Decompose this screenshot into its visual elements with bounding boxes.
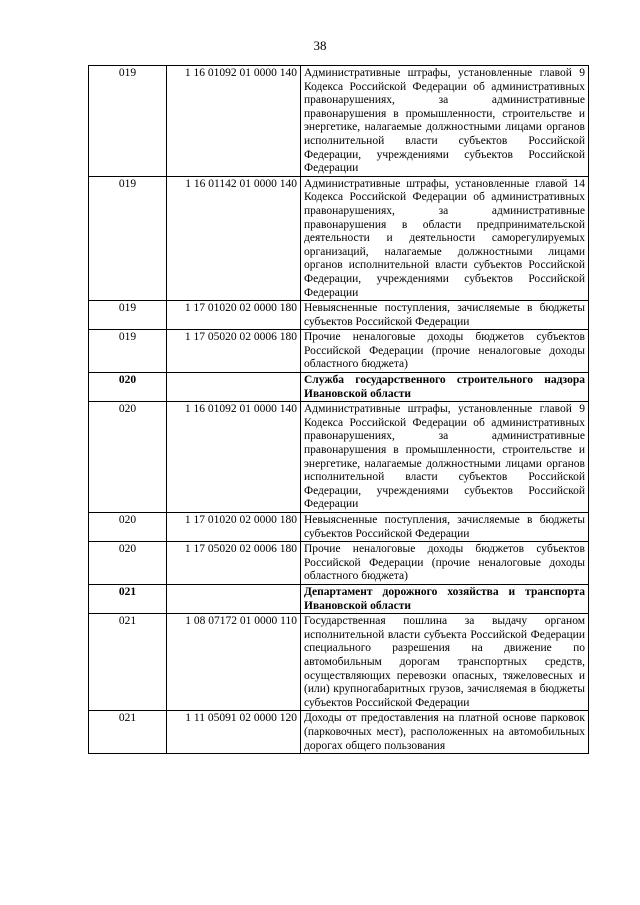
section-header-row: [89, 373, 589, 402]
budget-code-cell: 1 08 07172 01 0000 110: [167, 614, 301, 711]
revenue-codes-table: [88, 65, 589, 754]
table-row: [89, 66, 589, 177]
budget-code-cell: 1 16 01092 01 0000 140: [167, 66, 301, 177]
revenue-description-cell: Административные штрафы, установленные главой 14 Кодекса Российской Федерации об административных правонарушениях, за административные правонарушения в области предпринимательской деятельности и деятельности саморегулируемых организаций, налагаемые должностными лицами органов исполнительной власти субъектов Российской Федерации, учреждениями субъектов Российской Федерации: [301, 176, 589, 300]
admin-code-cell: 021: [89, 584, 167, 613]
revenue-description-cell: Прочие неналоговые доходы бюджетов субъектов Российской Федерации (прочие неналоговые доходы областного бюджета): [301, 330, 589, 373]
administrator-name-cell: Служба государственного строительного надзора Ивановской области: [301, 373, 589, 402]
revenue-description-cell: Административные штрафы, установленные главой 9 Кодекса Российской Федерации об административных правонарушениях, за административные правонарушения в промышленности, строительстве и энергетике, налагаемые должностными лицами органов исполнительной власти субъектов Российской Федерации, учреждениями субъектов Российской Федерации: [301, 66, 589, 177]
table-row: [89, 513, 589, 542]
page-number: 38: [313, 38, 327, 53]
table-row: [89, 542, 589, 585]
table-row: [89, 711, 589, 754]
admin-code-cell: 019: [89, 301, 167, 330]
admin-code-cell: 019: [89, 330, 167, 373]
revenue-description-cell: Государственная пошлина за выдачу органом исполнительной власти субъекта Российской Федерации специального разрешения на движение по автомобильным дорогам транспортных средств, осуществляющих перевозки опасных, тяжеловесных и (или) крупногабаритных грузов, зачисляемая в бюджеты субъектов Российской Федерации: [301, 614, 589, 711]
table-row: [89, 614, 589, 711]
admin-code-cell: 021: [89, 614, 167, 711]
admin-code-cell: 020: [89, 402, 167, 513]
revenue-description-cell: Административные штрафы, установленные главой 9 Кодекса Российской Федерации об административных правонарушениях, за административные правонарушения в промышленности, строительстве и энергетике, налагаемые должностными лицами органов исполнительной власти субъектов Российской Федерации, учреждениями субъектов Российской Федерации: [301, 402, 589, 513]
administrator-name-cell: Департамент дорожного хозяйства и транспорта Ивановской области: [301, 584, 589, 613]
table-row: [89, 176, 589, 300]
table-row: [89, 402, 589, 513]
budget-code-cell: 1 16 01142 01 0000 140: [167, 176, 301, 300]
budget-code-cell: 1 11 05091 02 0000 120: [167, 711, 301, 754]
revenue-description-cell: Доходы от предоставления на платной основе парковок (парковочных мест), расположенных на автомобильных дорогах общего пользования: [301, 711, 589, 754]
budget-code-cell: 1 17 01020 02 0000 180: [167, 301, 301, 330]
budget-code-cell: [167, 373, 301, 402]
admin-code-cell: 020: [89, 373, 167, 402]
budget-code-cell: 1 16 01092 01 0000 140: [167, 402, 301, 513]
budget-code-cell: 1 17 01020 02 0000 180: [167, 513, 301, 542]
revenue-description-cell: Прочие неналоговые доходы бюджетов субъектов Российской Федерации (прочие неналоговые доходы областного бюджета): [301, 542, 589, 585]
section-header-row: [89, 584, 589, 613]
revenue-description-cell: Невыясненные поступления, зачисляемые в бюджеты субъектов Российской Федерации: [301, 301, 589, 330]
admin-code-cell: 019: [89, 176, 167, 300]
admin-code-cell: 019: [89, 66, 167, 177]
budget-code-cell: 1 17 05020 02 0006 180: [167, 542, 301, 585]
budget-code-cell: 1 17 05020 02 0006 180: [167, 330, 301, 373]
table-row: [89, 330, 589, 373]
table-row: [89, 301, 589, 330]
admin-code-cell: 021: [89, 711, 167, 754]
revenue-description-cell: Невыясненные поступления, зачисляемые в бюджеты субъектов Российской Федерации: [301, 513, 589, 542]
admin-code-cell: 020: [89, 542, 167, 585]
budget-code-cell: [167, 584, 301, 613]
admin-code-cell: 020: [89, 513, 167, 542]
